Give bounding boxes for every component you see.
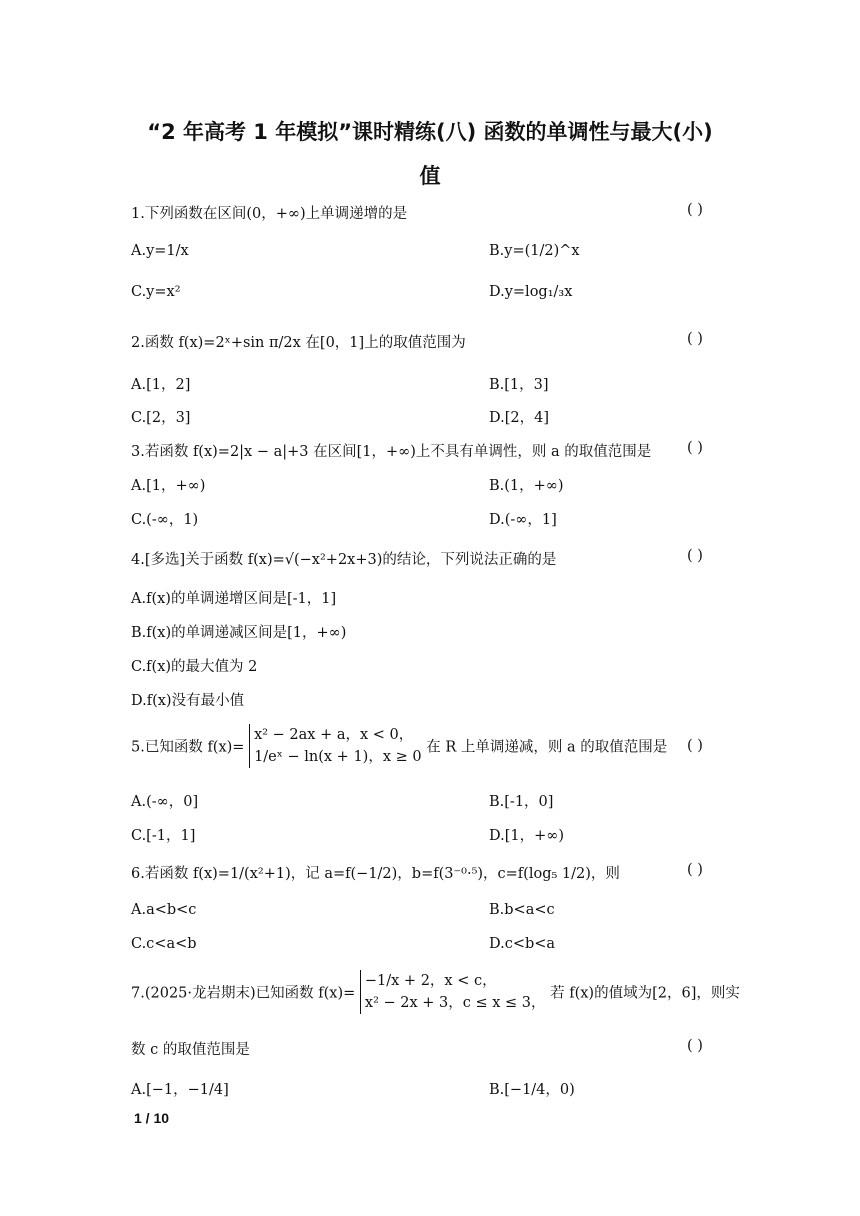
q2-answer-blank: ( ) [687,331,703,347]
q7-answer-blank: ( ) [687,1038,703,1054]
q2-option-a: A.[1，2] [131,377,191,393]
q1-option-a: A.y=1/x [131,243,189,259]
q4-option-d: D.f(x)没有最小值 [131,693,245,709]
q4-option-b: B.f(x)的单调递减区间是[1，+∞) [131,625,347,641]
q1-option-b: B.y=(1/2)^x [489,243,580,259]
q6-option-a: A.a<b<c [131,902,197,918]
q2-option-c: C.[2，3] [131,410,191,426]
q7-case-1: −1/x + 2，x < c， [364,973,497,989]
q6-stem: 6.若函数 f(x)=1/(x²+1)，记 a=f(−1/2)，b=f(3⁻⁰·⁵)，c=f(log₅ 1/2)，则 [131,866,620,882]
q7-option-b: B.[−1/4，0) [489,1082,575,1098]
q1-option-d: D.y=log₁/₃x [489,284,573,300]
q7-stem [131,970,740,1014]
q2-option-d: D.[2，4] [489,410,549,426]
q5-stem-post: 在 R 上单调递减，则 a 的取值范围是 [426,739,668,756]
q7-stem-line2: 数 c 的取值范围是 [131,1042,250,1058]
q5-option-d: D.[1，+∞) [489,828,564,844]
q3-answer-blank: ( ) [687,440,703,456]
q5-option-a: A.(-∞，0] [131,794,199,810]
q6-option-d: D.c<b<a [489,936,556,952]
q5-option-b: B.[-1，0] [489,794,554,810]
q7-stem-post: 若 f(x)的值域为[2，6]，则实 [550,985,740,1002]
q7-stem-pre: 7.(2025·龙岩期末)已知函数 f(x)= [131,985,356,1002]
q5-piecewise-brace [249,724,422,768]
q2-option-b: B.[1，3] [489,377,549,393]
page-title: “2 年高考 1 年模拟”课时精练(八) 函数的单调性与最大(小) [147,120,713,144]
page-number: 1 / 10 [134,1110,170,1126]
q2-stem: 2.函数 f(x)=2ˣ+sin π/2x 在[0，1]上的取值范围为 [131,335,466,351]
q1-option-c: C.y=x² [131,284,181,300]
q4-stem: 4.[多选]关于函数 f(x)=√(−x²+2x+3)的结论，下列说法正确的是 [131,552,557,568]
q3-option-a: A.[1，+∞) [131,478,206,494]
q5-case-2: 1/eˣ − ln(x + 1)，x ≥ 0 [254,749,422,765]
q7-case-2: x² − 2x + 3，c ≤ x ≤ 3， [364,995,546,1011]
q4-option-c: C.f(x)的最大值为 2 [131,659,258,675]
q6-option-b: B.b<a<c [489,902,555,918]
q7-option-a: A.[−1，−1/4] [131,1082,229,1098]
q6-answer-blank: ( ) [687,862,703,878]
q3-option-b: B.(1，+∞) [489,478,564,494]
q3-stem: 3.若函数 f(x)=2|x − a|+3 在区间[1，+∞)上不具有单调性，则 a 的取值范围是 [131,444,652,460]
q5-stem-pre: 5.已知函数 f(x)= [131,739,245,756]
page-title-continued: 值 [419,164,441,188]
q1-stem: 1.下列函数在区间(0，+∞)上单调递增的是 [131,206,408,222]
q1-answer-blank: ( ) [687,202,703,218]
q4-answer-blank: ( ) [687,548,703,564]
q3-option-c: C.(-∞，1) [131,512,199,528]
q5-stem [131,724,667,768]
q6-option-c: C.c<a<b [131,936,197,952]
q5-option-c: C.[-1，1] [131,828,196,844]
q7-piecewise-brace [360,970,546,1014]
q3-option-d: D.(-∞，1] [489,512,557,528]
q5-answer-blank: ( ) [687,738,703,754]
q5-case-1: x² − 2ax + a，x < 0， [254,727,414,743]
q4-option-a: A.f(x)的单调递增区间是[-1，1] [131,591,337,607]
